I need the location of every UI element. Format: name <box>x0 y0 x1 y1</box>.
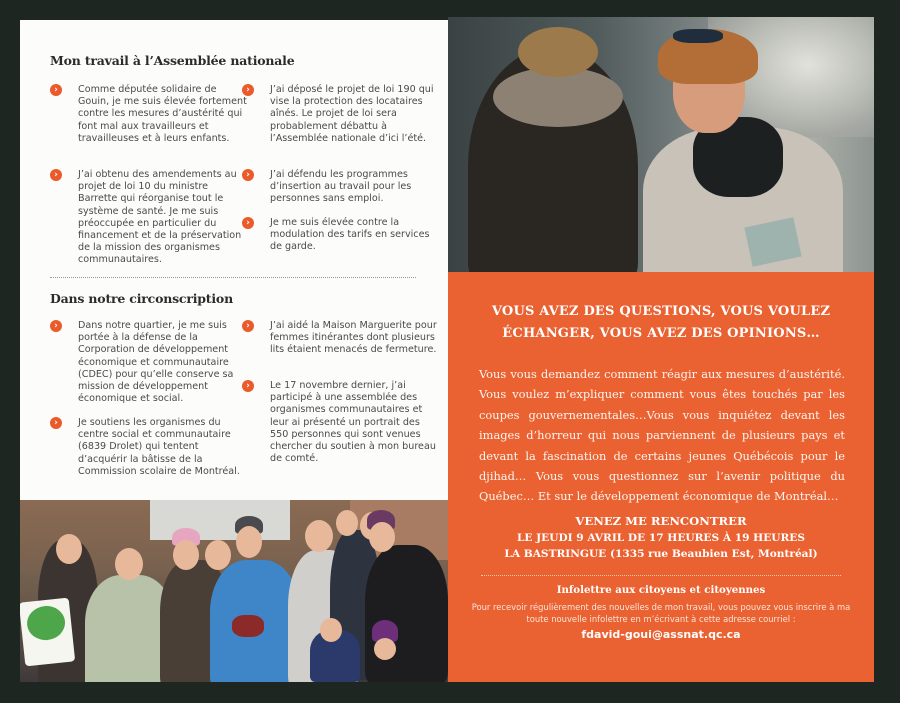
chevron-right-circle-icon: › <box>50 417 62 429</box>
panel-body-text: Vous vous demandez comment réagir aux mesures d’austérité. Vous voulez m’expliquer comment vous êtes touchés par les coupes gouvernementales…Vous vous inquiétez devant les images d’horreur qui nous parviennent de plusieurs pays et devant la fascination de certains jeunes Québécois pour le djihad… Vous vous questionnez sur l’avenir politique du Québec… Et sur le développement économique de Montréal… <box>479 367 845 504</box>
group-photo <box>20 500 448 682</box>
list-item: › J’ai défendu les programmes d’insertion au travail pour les personnes sans emploi. <box>270 169 440 206</box>
list-item: › Dans notre quartier, je me suis portée à la défense de la Corporation de développement économique et communautaire (CDEC) pour qu’elle conserve sa mission de développement économique et social. <box>78 320 248 405</box>
list-item: › J’ai obtenu des amendements au projet de loi 10 du ministre Barrette qui réorganise tout le système de santé. Je me suis préoccupée en particulier du financement et de la préservation de la mission des organismes communautaires. <box>78 169 248 267</box>
list-item: › Le 17 novembre dernier, j’ai participé à une assemblée des organismes communautaires et leur ai présenté un portrait des 550 personnes qui sont venues chercher du soutien à mon bureau de comté. <box>270 380 440 465</box>
list-item: › J’ai aidé la Maison Marguerite pour femmes itinérantes dont plusieurs lits étaient menacés de fermeture. <box>270 320 440 357</box>
panel-divider <box>481 575 841 576</box>
list-item: › J’ai déposé le projet de loi 190 qui vise la protection des locataires aînés. Le projet de loi sera probablement débattu à l’Assemblée nationale d’ici l’été. <box>270 84 440 145</box>
person-head <box>305 520 333 552</box>
child-head <box>320 618 342 642</box>
section-title-circonscription: Dans notre circonscription <box>50 291 233 306</box>
person-head <box>336 510 358 536</box>
chevron-right-circle-icon: › <box>242 217 254 229</box>
section-divider <box>50 277 416 278</box>
collecte-poster <box>20 598 75 667</box>
chevron-right-circle-icon: › <box>242 84 254 96</box>
newsletter-title: Infolettre aux citoyens et citoyennes <box>556 584 766 596</box>
photo-background-sky <box>150 500 290 540</box>
child-head <box>374 638 396 660</box>
list-item: › Comme députée solidaire de Gouin, je me suis élevée fortement contre les mesures d’austérité qui font mal aux travailleurs et travailleuses et à leurs enfants. <box>78 84 248 145</box>
person-head <box>236 526 262 558</box>
chevron-right-circle-icon: › <box>242 320 254 332</box>
person-head <box>56 534 82 564</box>
person-head <box>369 522 395 552</box>
chevron-right-circle-icon: › <box>50 320 62 332</box>
person-figure <box>365 545 448 682</box>
panel-headline: VOUS AVEZ DES QUESTIONS, VOUS VOULEZ ÉCHANGER, VOUS AVEZ DES OPINIONS… <box>491 304 831 341</box>
meeting-title: VENEZ ME RENCONTRER <box>575 514 747 528</box>
sunglasses <box>673 29 723 43</box>
person-head <box>173 540 199 570</box>
chevron-right-circle-icon: › <box>50 84 62 96</box>
list-item: › Je soutiens les organismes du centre social et communautaire (6839 Drolet) qui tentent d’acquérir la bâtisse de la Commission scolaire de Montréal. <box>78 417 248 478</box>
contact-panel <box>448 272 874 682</box>
meeting-info <box>448 513 874 563</box>
red-mittens <box>232 615 264 637</box>
poster-green-circle <box>25 604 66 642</box>
chevron-right-circle-icon: › <box>242 169 254 181</box>
newsletter-body: Pour recevoir régulièrement des nouvelles de mon travail, vous pouvez vous inscrire à ma toute nouvelle infolettre en m’écrivant à cette adresse courriel : <box>471 602 851 624</box>
person-hair <box>518 27 598 77</box>
person-head <box>115 548 143 580</box>
section-title-assemblee: Mon travail à l’Assemblée nationale <box>50 53 295 68</box>
left-panel <box>20 20 448 500</box>
portrait-photo <box>448 17 874 272</box>
chevron-right-circle-icon: › <box>242 380 254 392</box>
meeting-location: LA BASTRINGUE (1335 rue Beaubien Est, Montréal) <box>504 548 818 560</box>
person-head <box>205 540 231 570</box>
list-item: › Je me suis élevée contre la modulation des tarifs en services de garde. <box>270 217 440 254</box>
meeting-date: LE JEUDI 9 AVRIL DE 17 HEURES À 19 HEURES <box>516 531 806 544</box>
chevron-right-circle-icon: › <box>50 169 62 181</box>
email-link[interactable]: fdavid-goui@assnat.qc.ca <box>581 628 741 641</box>
